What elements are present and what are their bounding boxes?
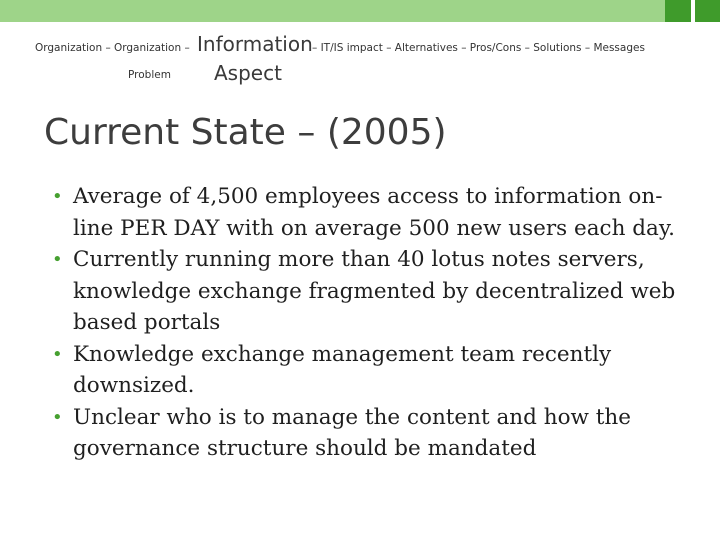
breadcrumb-problem: Problem	[128, 69, 171, 81]
bullet-text: Currently running more than 40 lotus notes servers, knowledge exchange fragmented by decentralized web based portals	[73, 247, 676, 335]
breadcrumb	[35, 34, 715, 94]
bullet-icon: •	[52, 249, 63, 270]
bullet-list	[52, 181, 702, 465]
slide-title: Current State – (2005)	[44, 112, 447, 153]
accent-bar-end	[695, 0, 720, 22]
breadcrumb-remaining-steps: – IT/IS impact – Alternatives – Pros/Cons – Solutions – Messages	[312, 42, 645, 54]
accent-bar-dark	[665, 0, 691, 22]
bullet-text: Unclear who is to manage the content and how the governance structure should be mandated	[73, 404, 631, 461]
breadcrumb-organization-2: Organization –	[114, 42, 190, 54]
bullet-item	[52, 339, 702, 402]
bullet-item	[52, 402, 702, 465]
bullet-text: Average of 4,500 employees access to information on-line PER DAY with on average 500 new users each day.	[73, 184, 675, 241]
breadcrumb-organization-1: Organization –	[35, 42, 111, 54]
breadcrumb-aspect: Aspect	[214, 61, 282, 85]
breadcrumb-information: Information	[197, 32, 313, 56]
top-accent-bar	[0, 0, 720, 22]
bullet-icon: •	[52, 406, 63, 428]
bullet-text: Knowledge exchange management team recently downsized.	[73, 341, 612, 398]
bullet-icon: •	[52, 186, 63, 207]
accent-bar-light	[0, 0, 665, 22]
bullet-item	[52, 244, 702, 339]
bullet-icon: •	[52, 343, 63, 365]
bullet-item	[52, 181, 702, 244]
